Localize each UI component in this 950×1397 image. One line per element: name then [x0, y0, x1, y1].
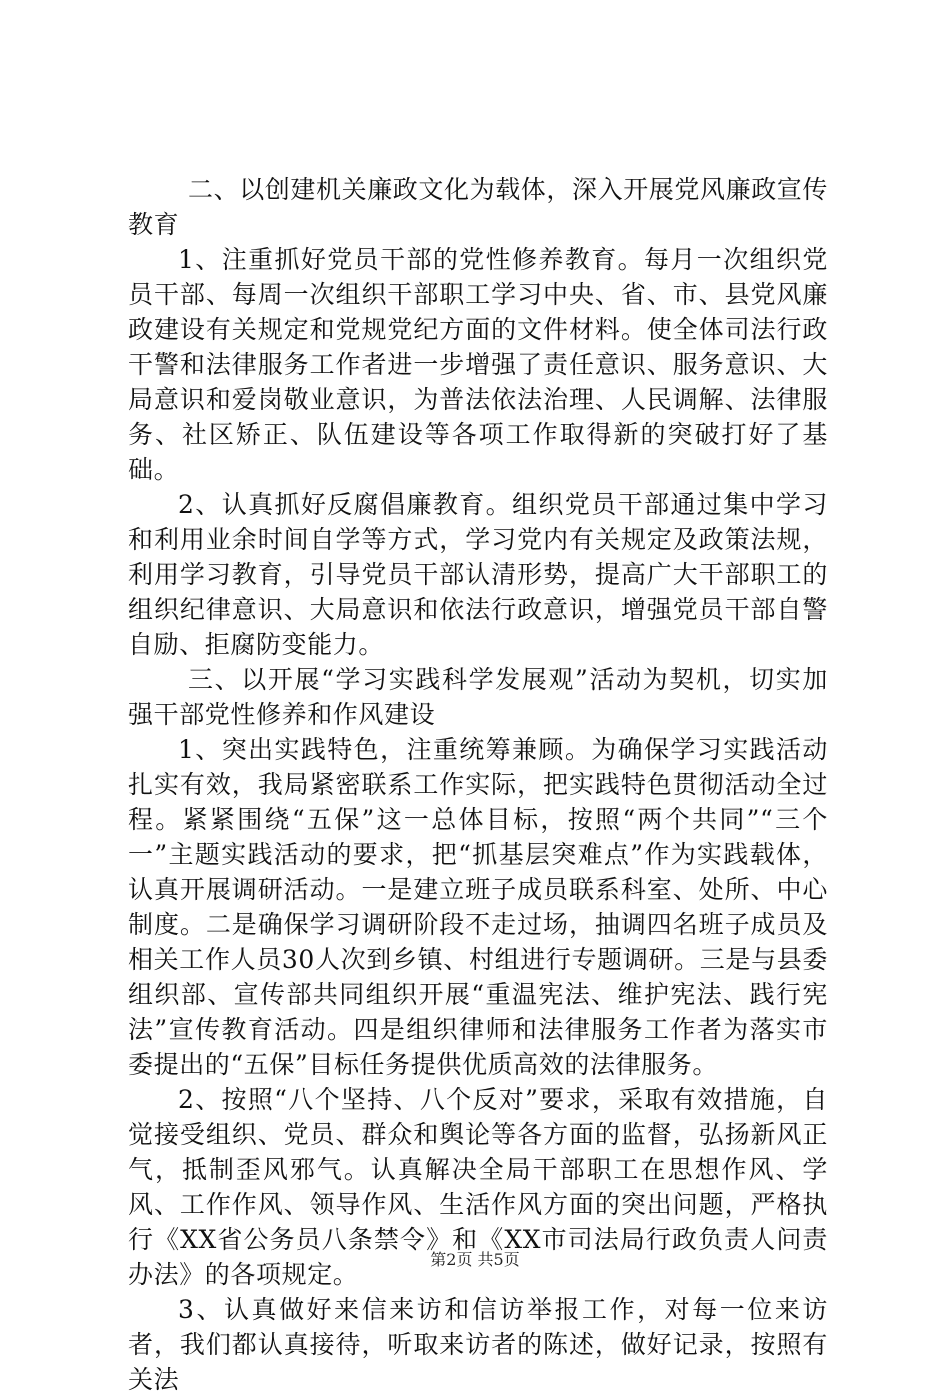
paragraph-anti-corruption: 2、认真抓好反腐倡廉教育。组织党员干部通过集中学习和利用业余时间自学等方式，学习党内有关规定及政策法规，利用学习教育，引导党员干部认清形势，提高广大干部职工的组织纪律意识、大局意识和依法行政意识，增强党员干部自警自励、拒腐防变能力。: [128, 490, 828, 659]
page-footer: 第2页 共5页: [430, 1250, 520, 1269]
section-heading-2: 二、以创建机关廉政文化为载体，深入开展党风廉政宣传教育: [128, 175, 829, 239]
paragraph-petitions: 3、认真做好来信来访和信访举报工作，对每一位来访者，我们都认真接待，听取来访者的陈述，做好记录，按照有关法: [128, 1295, 828, 1394]
section-heading-3: 三、以开展“学习实践科学发展观”活动为契机，切实加强干部党性修养和作风建设: [128, 665, 828, 729]
document-body: [128, 172, 828, 1397]
paragraph-party-education: 1、注重抓好党员干部的党性修养教育。每月一次组织党员干部、每周一次组织干部职工学习中央、省、市、县党风廉政建设有关规定和党规党纪方面的文件材料。使全体司法行政干警和法律服务工作者进一步增强了责任意识、服务意识、大局意识和爱岗敬业意识，为普法依法治理、人民调解、法律服务、社区矫正、队伍建设等各项工作取得新的突破打好了基础。: [128, 245, 828, 484]
paragraph-eight-principles: 2、按照“八个坚持、八个反对”要求，采取有效措施，自觉接受组织、党员、群众和舆论等各方面的监督，弘扬新风正气，抵制歪风邪气。认真解决全局干部职工在思想作风、学风、工作作风、领导作风、生活作风方面的突出问题，严格执行《XX省公务员八条禁令》和《XX市司法局行政负责人问责办法》的各项规定。: [128, 1085, 828, 1289]
paragraph-practice: 1、突出实践特色，注重统筹兼顾。为确保学习实践活动扎实有效，我局紧密联系工作实际，把实践特色贯彻活动全过程。紧紧围绕“五保”这一总体目标，按照“两个共同”“三个一”主题实践活动的要求，把“抓基层突难点”作为实践载体，认真开展调研活动。一是建立班子成员联系科室、处所、中心制度。二是确保学习调研阶段不走过场，抽调四名班子成员及相关工作人员30人次到乡镇、村组进行专题调研。三是与县委组织部、宣传部共同组织开展“重温宪法、维护宪法、践行宪法”宣传教育活动。四是组织律师和法律服务工作者为落实市委提出的“五保”目标任务提供优质高效的法律服务。: [128, 735, 828, 1079]
